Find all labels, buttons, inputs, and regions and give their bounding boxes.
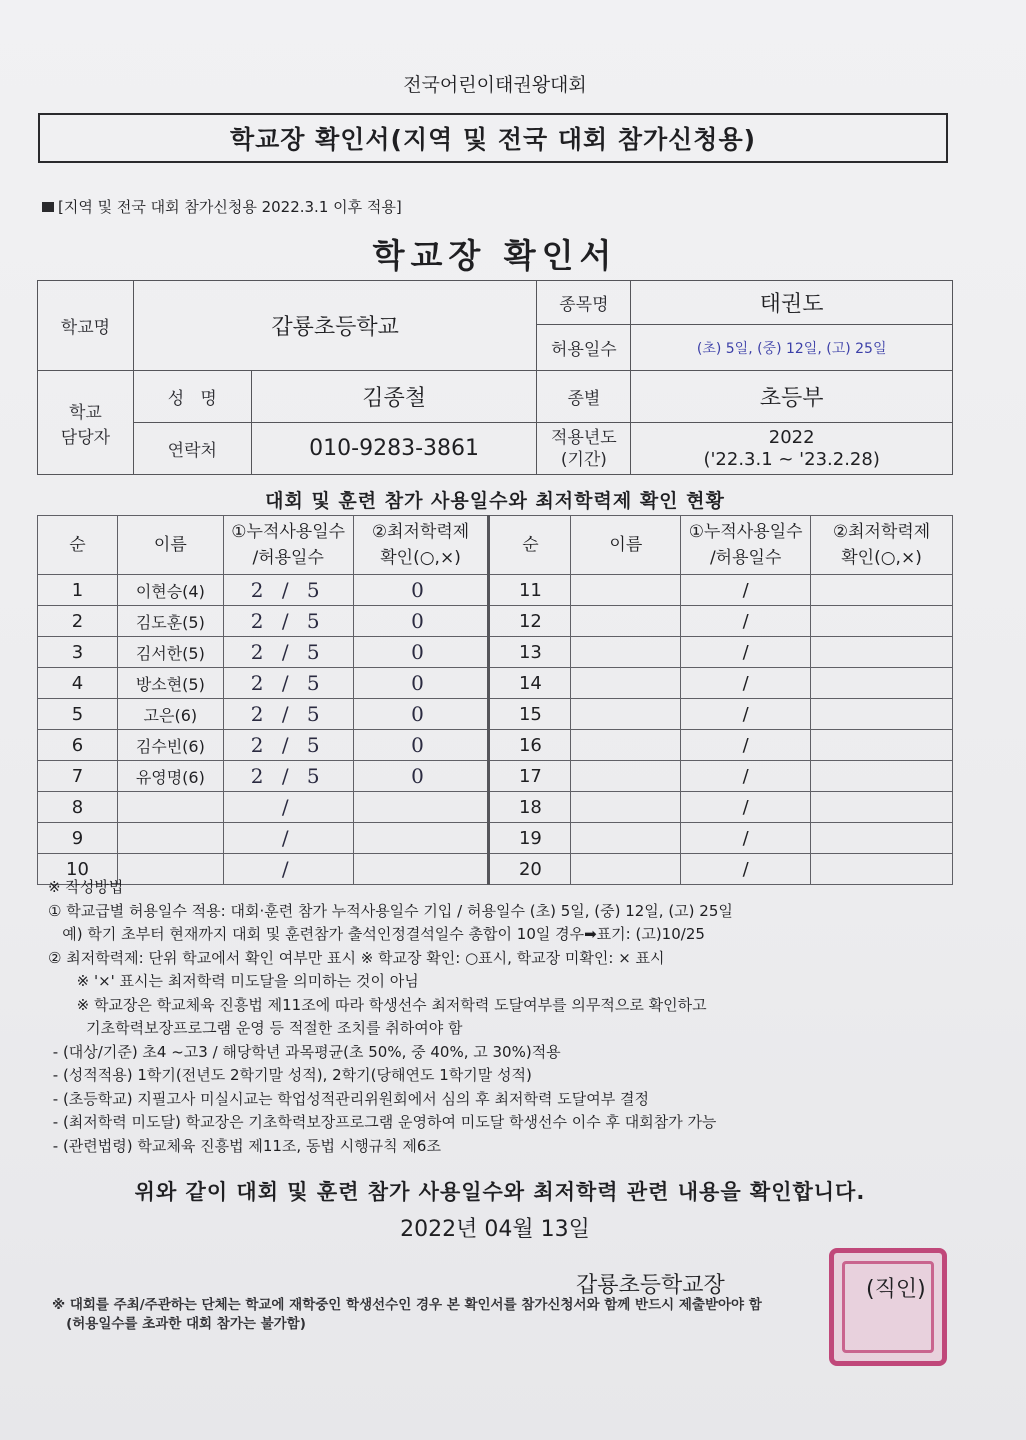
row-number: 2: [38, 606, 118, 637]
col-days-2: ①누적사용일수 /허용일수: [681, 516, 811, 575]
student-name: 김도훈(5): [117, 606, 223, 637]
contact: 010-9283-3861: [251, 423, 537, 475]
row-number: 15: [489, 699, 571, 730]
row-number: 7: [38, 761, 118, 792]
note-line: - (성적적용) 1학기(전년도 2학기말 성적), 2학기(당해연도 1학기말 성적): [48, 1066, 532, 1084]
student-name: 이현승(4): [117, 575, 223, 606]
row-number: 16: [489, 730, 571, 761]
row-number: 11: [489, 575, 571, 606]
col-days: ①누적사용일수 /허용일수: [223, 516, 353, 575]
category: 초등부: [631, 371, 953, 423]
note-line: - (관련법령) 학교체육 진흥법 제11조, 동법 시행규칙 제6조: [48, 1136, 441, 1155]
academic-check: [811, 699, 953, 730]
name-label: 성 명: [133, 371, 251, 423]
student-name: [571, 606, 681, 637]
col-name-2: 이름: [571, 516, 681, 575]
days-used: 2 / 5: [223, 637, 353, 668]
note-line: ※ 작성방법: [48, 878, 124, 896]
student-name: [571, 823, 681, 854]
student-name: [571, 637, 681, 668]
table-row: [38, 699, 953, 730]
days-used: /: [223, 792, 353, 823]
days-used: /: [681, 823, 811, 854]
usage-table: [37, 515, 953, 885]
academic-check: 0: [353, 668, 489, 699]
col-academic-2: ②최저학력제 확인(○,×): [811, 516, 953, 575]
student-name: [117, 792, 223, 823]
note-line: - (초등학교) 지필고사 미실시교는 학업성적관리위원회에서 심의 후 최저학력 도달여부 결정: [48, 1089, 649, 1108]
table-row: [38, 575, 953, 606]
academic-check: 0: [353, 606, 489, 637]
seal-label: (직인): [866, 1277, 926, 1302]
manager-label: 학교 담당자: [38, 371, 134, 475]
academic-check: 0: [353, 637, 489, 668]
student-name: 유영명(6): [117, 761, 223, 792]
student-name: [117, 823, 223, 854]
row-number: 10: [38, 854, 118, 885]
note-line: 기초학력보장프로그램 운영 등 적절한 조치를 취하여야 함: [48, 1019, 463, 1037]
note-line: ① 학교급별 허용일수 적용: 대회·훈련 참가 누적사용일수 기입 / 허용일수 (초) 5일, (중) 12일, (고) 25일: [48, 901, 733, 920]
col-no: 순: [38, 516, 118, 575]
col-academic: ②최저학력제 확인(○,×): [353, 516, 489, 575]
days-used: 2 / 5: [223, 699, 353, 730]
academic-check: [811, 668, 953, 699]
table-row: [38, 668, 953, 699]
table-title: 대회 및 훈련 참가 사용일수와 최저학력제 확인 현황: [265, 490, 725, 512]
days-used: /: [681, 575, 811, 606]
days-used: /: [681, 637, 811, 668]
academic-check: [811, 792, 953, 823]
square-bullet-icon: [42, 202, 54, 212]
subnote: [42, 196, 402, 217]
note-line: ※ '×' 표시는 최저학력 미도달을 의미하는 것이 아님: [48, 972, 419, 990]
note-line: 예) 학기 초부터 현재까지 대회 및 훈련참가 출석인정결석일수 총합이 10일 경우➡표기: (고)10/25: [48, 925, 705, 943]
row-number: 18: [489, 792, 571, 823]
row-number: 14: [489, 668, 571, 699]
contact-label: 연락처: [133, 423, 251, 475]
student-name: 고은(6): [117, 699, 223, 730]
year: 2022: [768, 426, 815, 448]
academic-check: [811, 761, 953, 792]
days-used: /: [681, 606, 811, 637]
student-name: [571, 761, 681, 792]
days-used: /: [681, 792, 811, 823]
school-name-label: 학교명: [38, 281, 134, 371]
table-body: [38, 575, 953, 885]
student-name: 김수빈(6): [117, 730, 223, 761]
footnote-line: (허용일수를 초과한 대회 참가는 불가함): [52, 1316, 306, 1332]
table-row: [38, 823, 953, 854]
footnote: [52, 1296, 952, 1334]
student-name: [571, 575, 681, 606]
academic-check: [811, 823, 953, 854]
table-header-row: [38, 516, 953, 575]
days-used: /: [681, 668, 811, 699]
period: ('22.3.1 ~ '23.2.28): [703, 448, 880, 470]
student-name: 김서한(5): [117, 637, 223, 668]
note-line: - (대상/기준) 초4 ~고3 / 해당학년 과목평균(초 50%, 중 40%, 고 30%)적용: [48, 1042, 561, 1061]
note-line: ② 최저학력제: 단위 학교에서 확인 여부만 표시 ※ 학교장 확인: ○표시, 학교장 미확인: × 표시: [48, 948, 665, 967]
days-used: 2 / 5: [223, 575, 353, 606]
academic-check: 0: [353, 699, 489, 730]
days-used: 2 / 5: [223, 730, 353, 761]
row-number: 1: [38, 575, 118, 606]
days-used: /: [681, 699, 811, 730]
academic-check: [811, 637, 953, 668]
table-row: [38, 606, 953, 637]
row-number: 12: [489, 606, 571, 637]
academic-check: [811, 575, 953, 606]
days-used: /: [681, 761, 811, 792]
allowed-days: (초) 5일, (중) 12일, (고) 25일: [631, 325, 953, 371]
col-name: 이름: [117, 516, 223, 575]
row-number: 8: [38, 792, 118, 823]
subnote-text: [지역 및 전국 대회 참가신청용 2022.3.1 이후 적용]: [58, 198, 402, 216]
student-name: 방소현(5): [117, 668, 223, 699]
days-used: /: [223, 823, 353, 854]
days-used: 2 / 5: [223, 668, 353, 699]
academic-check: [811, 606, 953, 637]
academic-check: [811, 730, 953, 761]
student-name: [571, 668, 681, 699]
category-label: 종별: [537, 371, 631, 423]
table-row: [38, 637, 953, 668]
row-number: 17: [489, 761, 571, 792]
note-line: - (최저학력 미도달) 학교장은 기초학력보장프로그램 운영하여 미도달 학생선수 이수 후 대회참가 가능: [48, 1113, 717, 1131]
table-row: [38, 792, 953, 823]
row-number: 3: [38, 637, 118, 668]
student-name: [571, 792, 681, 823]
title-box: 학교장 확인서(지역 및 전국 대회 참가신청용): [38, 113, 948, 163]
info-table: [37, 280, 953, 475]
academic-check: 0: [353, 575, 489, 606]
year-cell: [631, 423, 953, 475]
days-used: /: [681, 854, 811, 885]
academic-check: 0: [353, 730, 489, 761]
year-label: 적용년도 (기간): [537, 423, 631, 475]
academic-check: [353, 823, 489, 854]
col-no-2: 순: [489, 516, 571, 575]
school-name: 갑룡초등학교: [133, 281, 537, 371]
student-name: [571, 699, 681, 730]
row-number: 20: [489, 854, 571, 885]
issue-date: 2022년 04월 13일: [400, 1217, 590, 1242]
student-name: [571, 730, 681, 761]
row-number: 9: [38, 823, 118, 854]
table-row: [38, 761, 953, 792]
footnote-line: ※ 대회를 주최/주관하는 단체는 학교에 재학중인 학생선수인 경우 본 확인서를 참가신청서와 함께 반드시 제출받아야 함: [52, 1297, 762, 1313]
days-used: 2 / 5: [223, 606, 353, 637]
row-number: 19: [489, 823, 571, 854]
days-used: 2 / 5: [223, 761, 353, 792]
manager-name: 김종철: [251, 371, 537, 423]
event-name: 전국어린이태권왕대회: [403, 74, 587, 96]
academic-check: [353, 792, 489, 823]
sport: 태권도: [631, 281, 953, 325]
days-used: /: [223, 854, 353, 885]
row-number: 13: [489, 637, 571, 668]
table-row: [38, 730, 953, 761]
row-number: 4: [38, 668, 118, 699]
principal-name: 갑룡초등학교장: [576, 1273, 725, 1298]
note-line: ※ 학교장은 학교체육 진흥법 제11조에 따라 학생선수 최저학력 도달여부를 의무적으로 확인하고: [48, 995, 707, 1014]
confirm-statement: 위와 같이 대회 및 훈련 참가 사용일수와 최저학력 관련 내용을 확인합니다.: [134, 1180, 866, 1204]
main-title: 학교장 확인서: [372, 236, 618, 275]
academic-check: 0: [353, 761, 489, 792]
notes-section: [48, 876, 948, 1158]
sport-label: 종목명: [537, 281, 631, 325]
days-used: /: [681, 730, 811, 761]
row-number: 5: [38, 699, 118, 730]
allowed-days-label: 허용일수: [537, 325, 631, 371]
row-number: 6: [38, 730, 118, 761]
